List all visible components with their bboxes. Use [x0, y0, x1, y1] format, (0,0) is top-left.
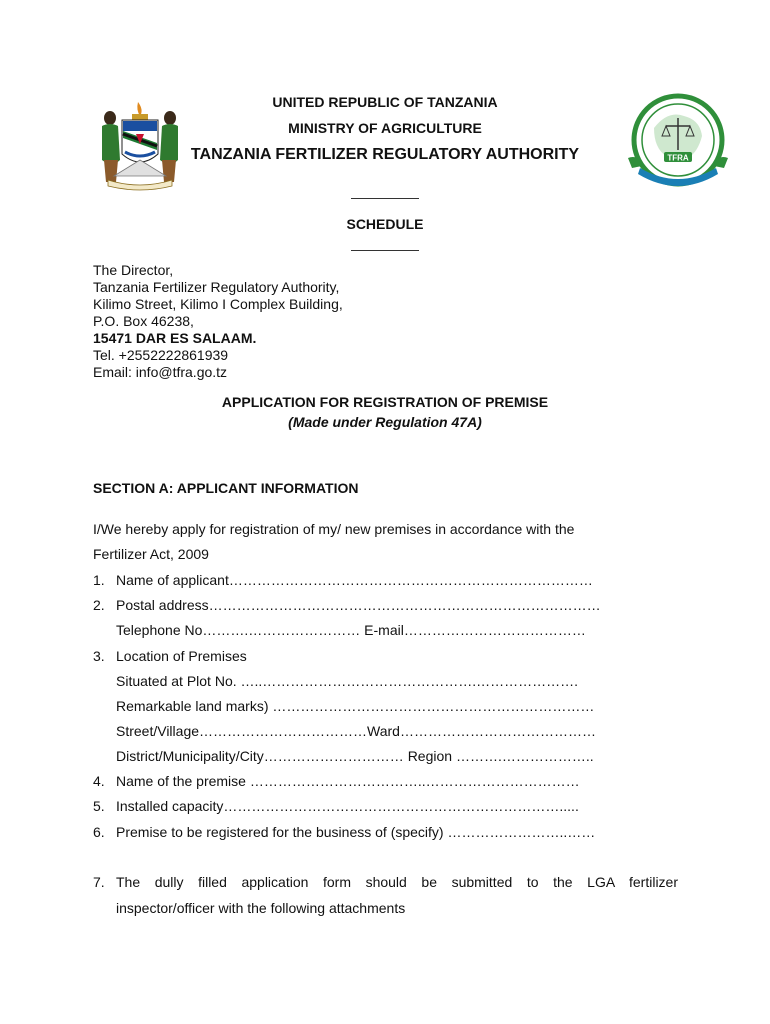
- divider-top: [351, 198, 419, 199]
- address-line: Tanzania Fertilizer Regulatory Authority,: [93, 279, 340, 295]
- street-ward-line: Street/Village………………………………Ward……………………………………: [116, 723, 596, 739]
- item-number: 3.: [93, 648, 105, 664]
- divider-bottom: [351, 250, 419, 251]
- item-text: Name of applicant……………………………………………………………………: [116, 572, 593, 588]
- section-a-heading: SECTION A: APPLICANT INFORMATION: [93, 480, 359, 496]
- item-name-of-applicant: [93, 572, 593, 588]
- plot-number-line: Situated at Plot No. …..……………………………………….………………….: [116, 673, 579, 689]
- item-number: 1.: [93, 572, 105, 588]
- address-line: 15471 DAR ES SALAAM.: [93, 330, 257, 346]
- header-republic: UNITED REPUBLIC OF TANZANIA: [272, 94, 498, 110]
- header-authority: TANZANIA FERTILIZER REGULATORY AUTHORITY: [190, 146, 580, 163]
- address-line: The Director,: [93, 262, 174, 278]
- item-name-of-premise: [93, 773, 580, 789]
- intro-line-1: I/We hereby apply for registration of my/ new premises in accordance with the: [93, 521, 575, 537]
- item-text: Postal address…………………………………………………………………………: [116, 597, 601, 613]
- item-text: Installed capacity……………………………………………………………….....: [116, 798, 579, 814]
- item-installed-capacity: [93, 798, 579, 814]
- intro-line-2: Fertilizer Act, 2009: [93, 546, 209, 562]
- form-title: APPLICATION FOR REGISTRATION OF PREMISE: [221, 394, 549, 410]
- item-text: Name of the premise ………………………………..……………………………: [116, 773, 580, 789]
- address-line: Tel. +2552222861939: [93, 347, 229, 363]
- item-postal-address: [93, 597, 601, 613]
- item-number: 5.: [93, 798, 105, 814]
- address-line: P.O. Box 46238,: [93, 313, 194, 329]
- address-block: [93, 262, 343, 381]
- item-location-of-premises: [93, 648, 247, 664]
- item-number: 2.: [93, 597, 105, 613]
- landmarks-line: Remarkable land marks) ……………………………………………………………: [116, 698, 595, 714]
- item-number: 4.: [93, 773, 105, 789]
- header-ministry: MINISTRY OF AGRICULTURE: [288, 120, 482, 136]
- item-number: 7.: [93, 874, 105, 890]
- address-line: Kilimo Street, Kilimo I Complex Building,: [93, 296, 343, 312]
- item-number: 6.: [93, 824, 105, 840]
- item-submission-instructions-cont: inspector/officer with the following attachments: [116, 900, 406, 916]
- schedule-heading: SCHEDULE: [346, 216, 424, 232]
- address-line: Email: info@tfra.go.tz: [93, 364, 228, 380]
- tfra-abbr-text: TFRA: [667, 153, 689, 163]
- telephone-email-line: Telephone No……….…………………… E-mail…………………………………: [116, 622, 586, 638]
- item-submission-instructions: The dully filled application form should be submitted to the LGA fertilizer: [116, 874, 678, 890]
- district-region-line: District/Municipality/City………………………… Region ……….………………..: [116, 748, 594, 764]
- item-text: Location of Premises: [116, 648, 247, 664]
- form-subtitle: (Made under Regulation 47A): [288, 414, 482, 430]
- item-business-type: [93, 824, 595, 840]
- item-text: Premise to be registered for the business of (specify) ……………………..……: [116, 824, 596, 840]
